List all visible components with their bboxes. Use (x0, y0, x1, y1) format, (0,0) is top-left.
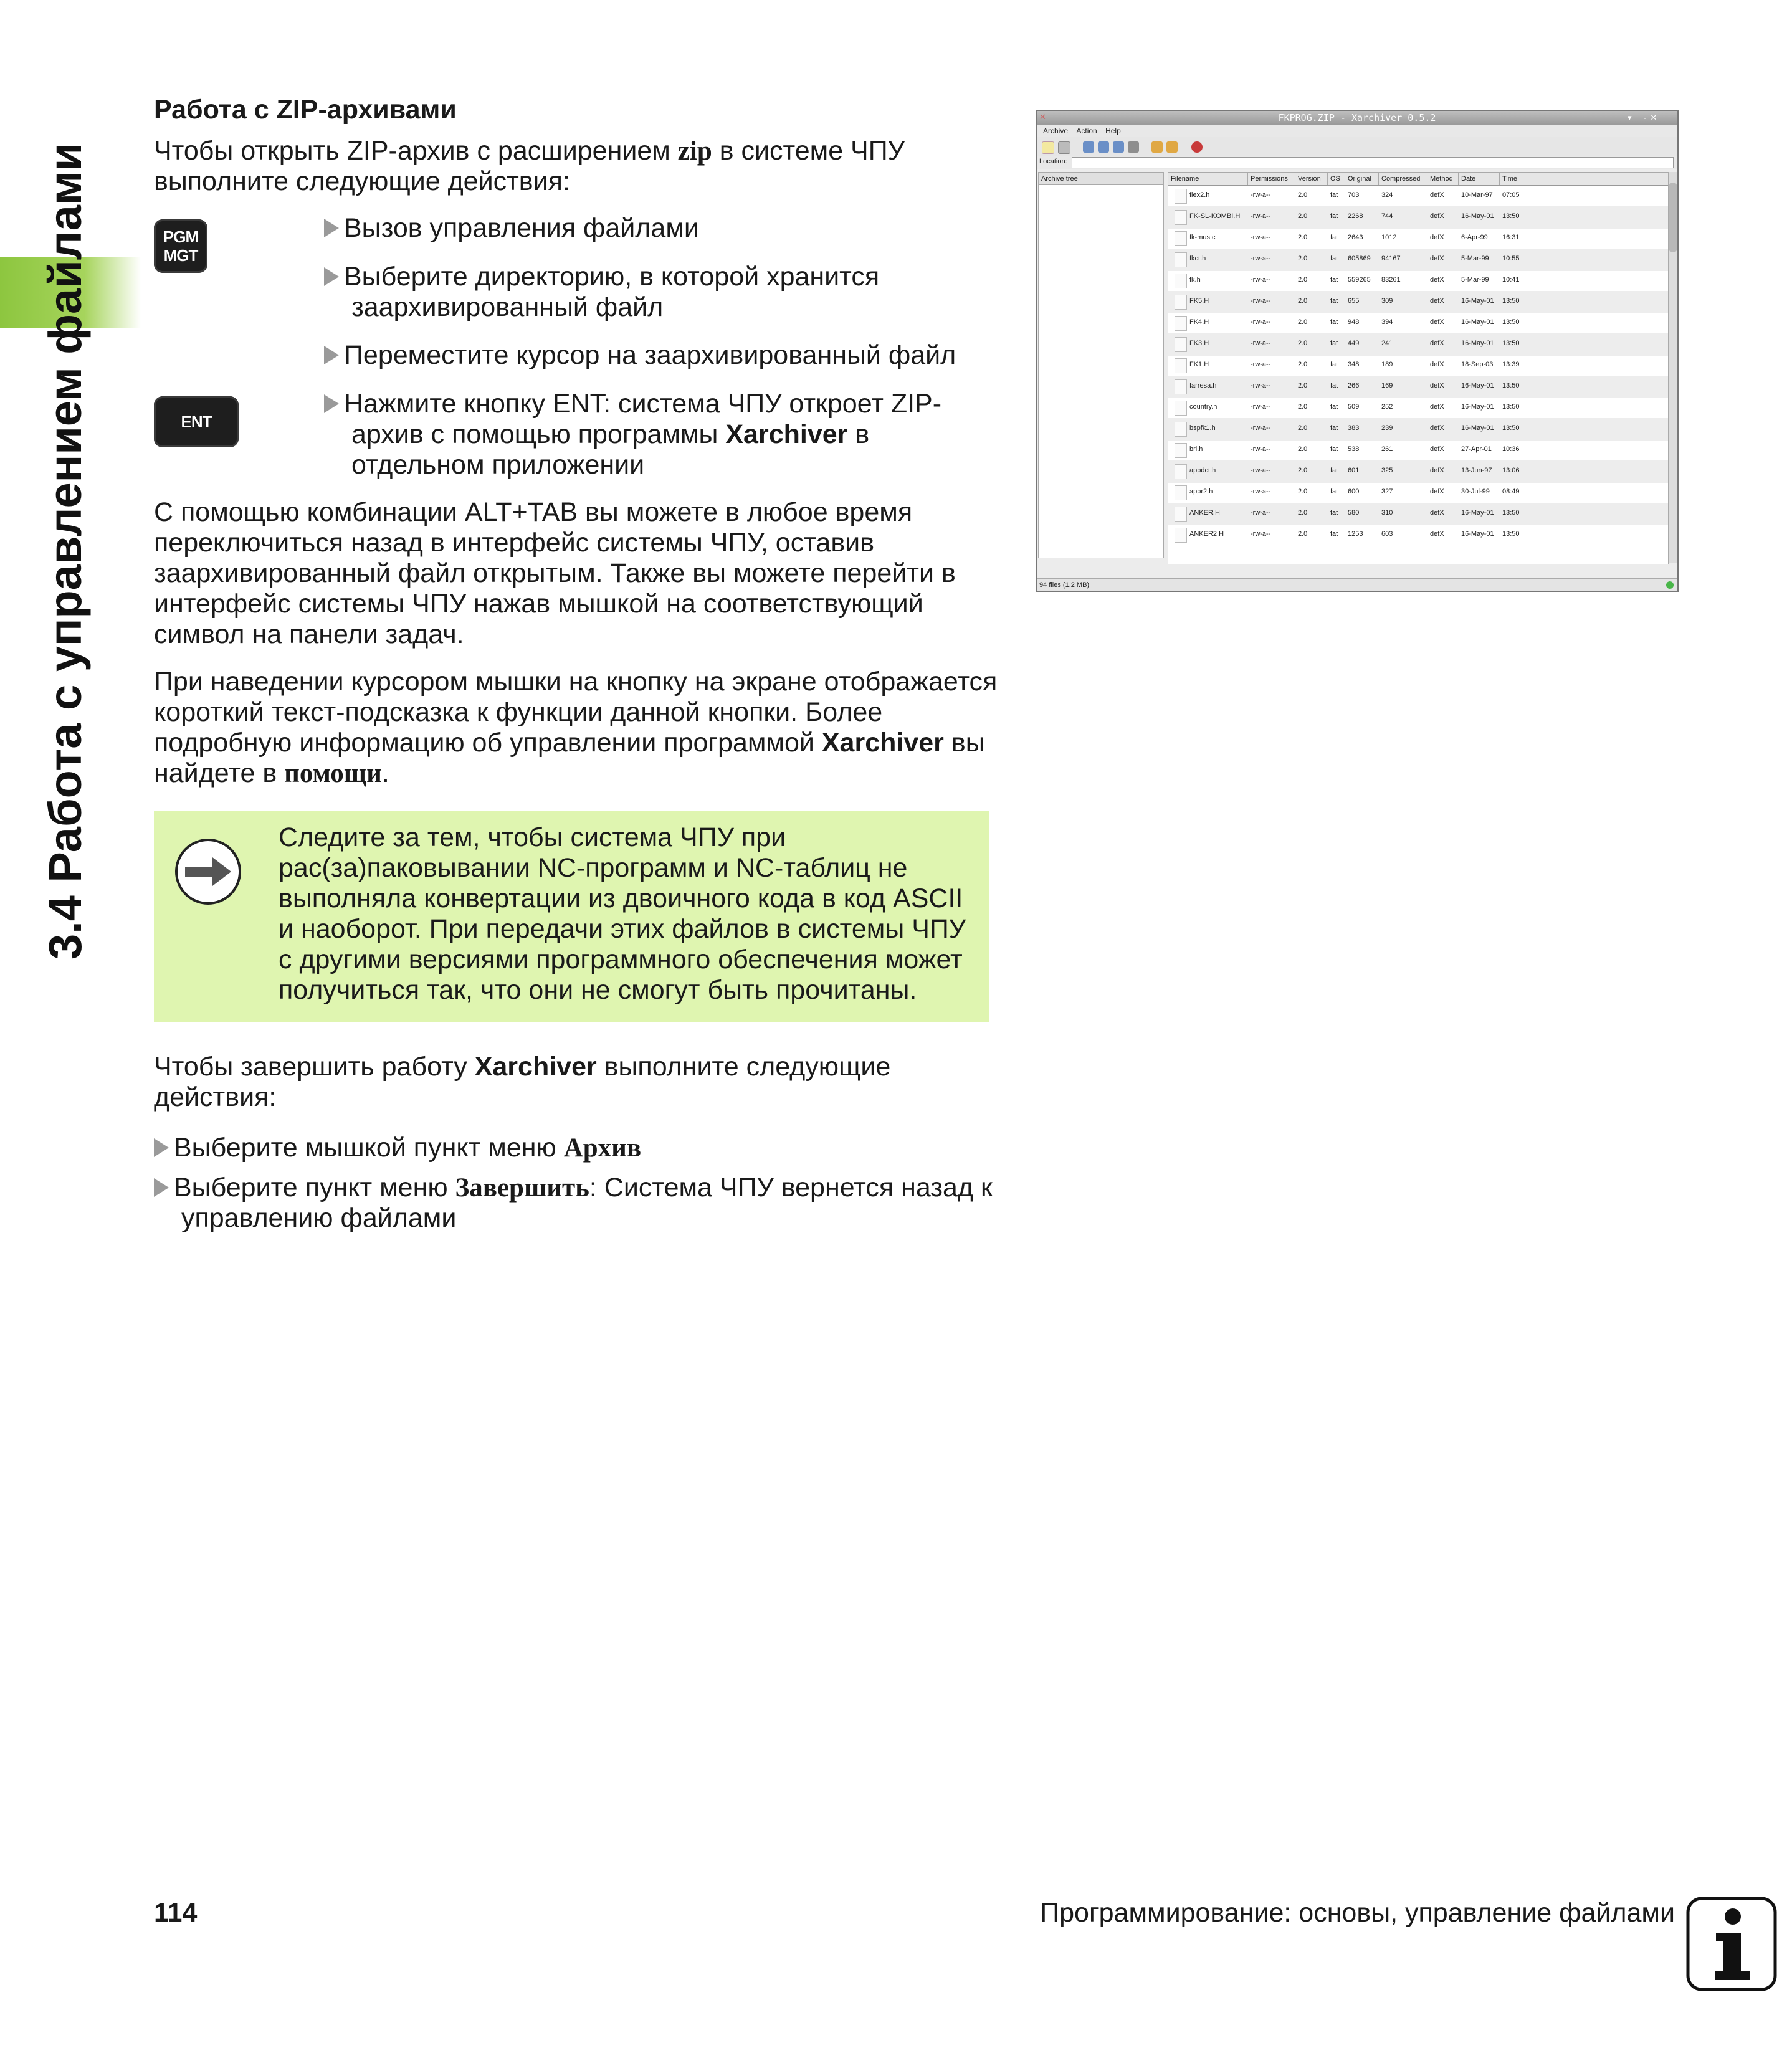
menu-archive-item: Archive (1043, 126, 1069, 135)
table-cell: 1253 (1348, 530, 1363, 538)
table-cell: farresa.h (1189, 382, 1217, 389)
table-cell: fat (1330, 234, 1338, 241)
status-led-icon (1666, 581, 1674, 589)
table-cell: 2.0 (1298, 530, 1308, 538)
step-1-text: Вызов управления файлами (344, 213, 699, 243)
table-cell: 324 (1381, 191, 1393, 199)
step-1 (324, 213, 1009, 244)
finish-xarchiver: Xarchiver (474, 1052, 597, 1082)
table-cell: ANKER2.H (1189, 530, 1224, 538)
file-icon (1175, 422, 1187, 437)
table-cell: 27-Apr-01 (1461, 445, 1492, 453)
table-cell: fat (1330, 318, 1338, 326)
table-cell: fat (1330, 488, 1338, 495)
bullet-arrow-icon (154, 1138, 169, 1157)
table-cell: 16-May-01 (1461, 382, 1494, 389)
file-icon (1175, 295, 1187, 310)
finish-intro (154, 1052, 964, 1113)
table-cell: 948 (1348, 318, 1360, 326)
file-icon (1175, 274, 1187, 288)
col-version: Version (1295, 173, 1328, 185)
ent-key-label: ENT (181, 412, 212, 431)
save-icon (1058, 141, 1070, 154)
table-cell: 309 (1381, 297, 1393, 305)
finish-bullet-2 (154, 1173, 1016, 1234)
table-cell: 2.0 (1298, 361, 1308, 368)
table-cell: 394 (1381, 318, 1393, 326)
table-cell: 559265 (1348, 276, 1371, 283)
location-bar (1037, 156, 1677, 169)
table-cell: 2.0 (1298, 467, 1308, 474)
table-cell: defX (1430, 276, 1444, 283)
table-cell: 16-May-01 (1461, 318, 1494, 326)
table-cell: -rw-a-- (1251, 318, 1271, 326)
table-cell: bri.h (1189, 445, 1203, 453)
table-cell: 13:50 (1502, 382, 1520, 389)
table-cell: 10:55 (1502, 255, 1520, 262)
table-cell: 2.0 (1298, 276, 1308, 283)
table-cell: 2.0 (1298, 382, 1308, 389)
table-cell: fat (1330, 297, 1338, 305)
info-icon (1686, 1897, 1777, 1991)
scrollbar-thumb (1669, 183, 1677, 252)
menu-bar (1037, 125, 1677, 137)
table-row (1168, 249, 1668, 271)
finish-bullet-1 (154, 1133, 989, 1163)
table-cell: defX (1430, 234, 1444, 241)
menu-archive: Архив (563, 1133, 642, 1163)
table-cell: 2268 (1348, 212, 1363, 220)
table-cell: 08:49 (1502, 488, 1520, 495)
table-cell: fat (1330, 403, 1338, 411)
file-icon (1175, 507, 1187, 522)
table-cell: 266 (1348, 382, 1360, 389)
table-row (1168, 227, 1668, 250)
chapter-title: 3.4 Работа с управлением файлами (39, 142, 91, 960)
table-cell: 2.0 (1298, 509, 1308, 517)
table-cell: 13:50 (1502, 530, 1520, 538)
table-row (1168, 376, 1668, 398)
file-icon (1175, 485, 1187, 500)
xarchiver-screenshot (1036, 110, 1679, 592)
table-cell: 605869 (1348, 255, 1371, 262)
table-cell: 83261 (1381, 276, 1401, 283)
table-cell: 261 (1381, 445, 1393, 453)
table-cell: -rw-a-- (1251, 382, 1271, 389)
table-cell: 2.0 (1298, 488, 1308, 495)
table-cell: 13:50 (1502, 340, 1520, 347)
pgm-mgt-key-label: PGM MGT (163, 227, 199, 265)
table-cell: fat (1330, 276, 1338, 283)
table-cell: defX (1430, 467, 1444, 474)
table-cell: 13:39 (1502, 361, 1520, 368)
table-cell: 2.0 (1298, 445, 1308, 453)
finish-bullet-2-pre: Выберите пункт меню (174, 1173, 455, 1203)
new-icon (1042, 141, 1054, 154)
toolbar (1037, 137, 1677, 156)
table-cell: 5-Mar-99 (1461, 276, 1489, 283)
step-arrow-icon (324, 219, 339, 237)
file-icon (1175, 337, 1187, 352)
note-text: Следите за тем, чтобы система ЧПУ при рас(за)паковывании NC-программ и NC-таблиц не выполняла конвертации из двоичного кода в код ASCII и наоборот. При передачи этих файлов в системы ЧПУ с другими версиями программного обеспечения может получиться так, что они не смогут быть прочитаны. (279, 822, 966, 1005)
finish-bullet-1-pre: Выберите мышкой пункт меню (174, 1133, 564, 1163)
table-row (1168, 312, 1668, 335)
table-cell: fat (1330, 382, 1338, 389)
table-cell: 169 (1381, 382, 1393, 389)
table-cell: 13-Jun-97 (1461, 467, 1492, 474)
table-cell: fat (1330, 361, 1338, 368)
table-cell: defX (1430, 488, 1444, 495)
table-cell: defX (1430, 445, 1444, 453)
table-cell: FK5.H (1189, 297, 1209, 305)
intro-text-post: в системе ЧПУ выполните следующие действия: (154, 136, 905, 196)
col-method: Method (1427, 173, 1459, 185)
table-cell: -rw-a-- (1251, 467, 1271, 474)
table-cell: -rw-a-- (1251, 488, 1271, 495)
table-cell: 13:50 (1502, 297, 1520, 305)
table-cell: -rw-a-- (1251, 530, 1271, 538)
table-cell: 16-May-01 (1461, 509, 1494, 517)
table-cell: 16-May-01 (1461, 212, 1494, 220)
step-2-text-2: заархивированный файл (351, 292, 664, 322)
pgm-mgt-key (154, 219, 207, 273)
table-cell: 94167 (1381, 255, 1401, 262)
step-4-text-2-post: в (847, 419, 870, 449)
table-cell: fat (1330, 255, 1338, 262)
table-cell: 07:05 (1502, 191, 1520, 199)
table-cell: 13:06 (1502, 467, 1520, 474)
table-cell: 2.0 (1298, 318, 1308, 326)
table-cell: -rw-a-- (1251, 340, 1271, 347)
table-cell: 189 (1381, 361, 1393, 368)
step-arrow-icon (324, 394, 339, 413)
table-cell: 600 (1348, 488, 1360, 495)
col-original: Original (1345, 173, 1379, 185)
file-icon (1175, 316, 1187, 331)
table-row (1168, 503, 1668, 525)
window-controls-icon: ▾–▫✕ (1628, 113, 1661, 122)
finish-bullet-2-post: : Система ЧПУ вернется назад к управлению файлами (181, 1173, 993, 1233)
table-cell: 16-May-01 (1461, 340, 1494, 347)
table-cell: fat (1330, 509, 1338, 517)
table-cell: 2.0 (1298, 340, 1308, 347)
table-cell: fat (1330, 191, 1338, 199)
table-cell: 2.0 (1298, 424, 1308, 432)
hover-xarchiver: Xarchiver (821, 728, 944, 758)
forward-arrow-icon (1113, 141, 1124, 153)
table-cell: 2.0 (1298, 212, 1308, 220)
table-cell: 13:50 (1502, 318, 1520, 326)
table-cell: 16-May-01 (1461, 403, 1494, 411)
bullet-arrow-icon (154, 1178, 169, 1197)
table-cell: 383 (1348, 424, 1360, 432)
table-cell: FK1.H (1189, 361, 1209, 368)
table-cell: -rw-a-- (1251, 234, 1271, 241)
table-cell: FK-SL-KOMBI.H (1189, 212, 1241, 220)
file-icon (1175, 379, 1187, 394)
home-icon (1128, 141, 1139, 153)
table-cell: 310 (1381, 509, 1393, 517)
table-cell: 2.0 (1298, 234, 1308, 241)
archive-tree-panel (1038, 172, 1164, 558)
table-cell: 13:50 (1502, 212, 1520, 220)
hover-text-1: При наведении курсором мышки на кнопку на экране отображается короткий текст-подсказка к функции данной кнопки. Более подробную информацию об управлении программой (154, 667, 998, 758)
hover-text-end: . (381, 758, 389, 788)
file-icon (1175, 401, 1187, 416)
table-cell: 2.0 (1298, 191, 1308, 199)
table-cell: defX (1430, 509, 1444, 517)
table-cell: -rw-a-- (1251, 212, 1271, 220)
table-cell: 449 (1348, 340, 1360, 347)
ent-key (154, 396, 239, 447)
file-list (1168, 172, 1669, 564)
table-cell: defX (1430, 191, 1444, 199)
table-cell: FK4.H (1189, 318, 1209, 326)
table-row (1168, 355, 1668, 377)
table-cell: 10:36 (1502, 445, 1520, 453)
table-cell: fat (1330, 212, 1338, 220)
finish-intro-pre: Чтобы завершить работу (154, 1052, 475, 1082)
table-cell: 13:50 (1502, 403, 1520, 411)
hover-paragraph (154, 667, 1001, 789)
table-cell: 6-Apr-99 (1461, 234, 1488, 241)
up-arrow-icon (1098, 141, 1109, 153)
status-text: 94 files (1.2 MB) (1039, 581, 1090, 589)
table-cell: 2643 (1348, 234, 1363, 241)
table-cell: -rw-a-- (1251, 255, 1271, 262)
table-cell: 348 (1348, 361, 1360, 368)
table-cell: 16-May-01 (1461, 424, 1494, 432)
table-cell: defX (1430, 424, 1444, 432)
col-date: Date (1459, 173, 1500, 185)
table-cell: 13:50 (1502, 509, 1520, 517)
menu-help-item: Help (1105, 126, 1121, 135)
table-cell: 655 (1348, 297, 1360, 305)
file-list-header (1168, 173, 1668, 186)
archive-tree-header: Archive tree (1039, 173, 1163, 185)
table-cell: fat (1330, 445, 1338, 453)
close-x-icon: ✕ (1039, 112, 1046, 121)
table-cell: bspfk1.h (1189, 424, 1216, 432)
table-cell: fat (1330, 340, 1338, 347)
table-cell: fat (1330, 424, 1338, 432)
table-cell: 13:50 (1502, 424, 1520, 432)
step-4-text-2 (324, 419, 1009, 450)
table-cell: defX (1430, 340, 1444, 347)
menu-action-item: Action (1076, 126, 1097, 135)
table-cell: 509 (1348, 403, 1360, 411)
table-cell: 2.0 (1298, 297, 1308, 305)
add-icon (1166, 141, 1178, 153)
table-cell: flex2.h (1189, 191, 1210, 199)
table-cell: 5-Mar-99 (1461, 255, 1489, 262)
table-cell: 538 (1348, 445, 1360, 453)
step-arrow-icon (324, 267, 339, 286)
table-cell: -rw-a-- (1251, 276, 1271, 283)
table-cell: ANKER.H (1189, 509, 1220, 517)
table-cell: fk-mus.c (1189, 234, 1216, 241)
step-3 (324, 340, 1009, 371)
back-arrow-icon (1083, 141, 1094, 153)
table-cell: appr2.h (1189, 488, 1213, 495)
table-cell: 2.0 (1298, 403, 1308, 411)
finish-intro-post: выполните следующие действия: (154, 1052, 891, 1112)
file-icon (1175, 528, 1187, 543)
table-row (1168, 439, 1668, 462)
col-time: Time (1502, 175, 1518, 183)
table-cell: defX (1430, 382, 1444, 389)
window-title: FKPROG.ZIP - Xarchiver 0.5.2 (1037, 111, 1677, 125)
table-cell: defX (1430, 297, 1444, 305)
step-4-text-2-pre: архив с помощью программы (351, 419, 726, 449)
table-row (1168, 270, 1668, 292)
file-icon (1175, 252, 1187, 267)
table-cell: 16:31 (1502, 234, 1520, 241)
file-icon (1175, 231, 1187, 246)
hover-text-2: вы найдете в (154, 728, 985, 788)
xarchiver-name: Xarchiver (725, 419, 848, 449)
table-cell: 10-Mar-97 (1461, 191, 1493, 199)
col-permissions: Permissions (1248, 173, 1295, 185)
table-cell: 601 (1348, 467, 1360, 474)
table-cell: defX (1430, 255, 1444, 262)
table-cell: 241 (1381, 340, 1393, 347)
table-row (1168, 482, 1668, 504)
table-cell: 2.0 (1298, 255, 1308, 262)
table-cell: -rw-a-- (1251, 191, 1271, 199)
table-cell: fat (1330, 467, 1338, 474)
step-arrow-icon (324, 346, 339, 364)
step-3-text: Переместите курсор на заархивированный файл (344, 340, 956, 370)
file-icon (1175, 464, 1187, 479)
table-cell: 10:41 (1502, 276, 1520, 283)
file-icon (1175, 210, 1187, 225)
status-bar (1037, 578, 1677, 591)
table-cell: fk.h (1189, 276, 1201, 283)
table-cell: 30-Jul-99 (1461, 488, 1490, 495)
table-cell: 703 (1348, 191, 1360, 199)
table-cell: -rw-a-- (1251, 297, 1271, 305)
step-4-text-1: Нажмите кнопку ENT: система ЧПУ откроет ZIP- (344, 389, 942, 419)
table-cell: -rw-a-- (1251, 445, 1271, 453)
alt-tab-paragraph: С помощью комбинации ALT+TAB вы можете в любое время переключиться назад в интерфейс системы ЧПУ, оставив заархивированный файл открытым. Также вы можете перейти в интерфейс системы ЧПУ нажав мышкой на соответствующий символ на панели задач. (154, 497, 956, 649)
intro-text-pre: Чтобы открыть ZIP-архив с расширением (154, 136, 678, 166)
running-title: Программирование: основы, управление файлами (1040, 1898, 1675, 1928)
table-cell: defX (1430, 530, 1444, 538)
table-row (1168, 333, 1668, 356)
table-cell: 580 (1348, 509, 1360, 517)
table-cell: 239 (1381, 424, 1393, 432)
table-cell: defX (1430, 318, 1444, 326)
hover-help-link: помощи (284, 759, 382, 788)
table-cell: FK3.H (1189, 340, 1209, 347)
table-cell: 252 (1381, 403, 1393, 411)
table-cell: 325 (1381, 467, 1393, 474)
extract-icon (1151, 141, 1163, 153)
table-cell: appdct.h (1189, 467, 1216, 474)
table-row (1168, 185, 1668, 207)
arrow-right-icon (174, 837, 242, 906)
step-4-text-3: отдельном приложении (351, 450, 645, 480)
table-row (1168, 397, 1668, 419)
table-cell: defX (1430, 212, 1444, 220)
section-heading: Работа с ZIP-архивами (154, 95, 457, 125)
file-icon (1175, 443, 1187, 458)
table-row (1168, 418, 1668, 441)
file-icon (1175, 189, 1187, 204)
table-row (1168, 291, 1668, 313)
table-row (1168, 524, 1668, 546)
table-cell: 16-May-01 (1461, 297, 1494, 305)
step-4 (324, 389, 1009, 480)
table-cell: fkct.h (1189, 255, 1206, 262)
table-cell: 603 (1381, 530, 1393, 538)
page-number: 114 (154, 1898, 198, 1928)
stop-icon (1191, 141, 1203, 153)
table-cell: -rw-a-- (1251, 509, 1271, 517)
step-2 (324, 262, 1009, 323)
location-label: Location: (1039, 158, 1067, 165)
step-2-text-1: Выберите директорию, в которой хранится (344, 262, 880, 292)
menu-exit: Завершить (455, 1173, 589, 1203)
table-cell: -rw-a-- (1251, 361, 1271, 368)
table-cell: 1012 (1381, 234, 1397, 241)
table-cell: 744 (1381, 212, 1393, 220)
col-compressed: Compressed (1379, 173, 1427, 185)
file-icon (1175, 358, 1187, 373)
intro-extension: zip (677, 136, 712, 166)
col-filename: Filename (1168, 173, 1248, 185)
table-cell: 18-Sep-03 (1461, 361, 1494, 368)
col-os: OS (1328, 173, 1345, 185)
location-input (1072, 157, 1674, 168)
table-cell: defX (1430, 403, 1444, 411)
table-row (1168, 460, 1668, 483)
intro-paragraph (154, 136, 964, 197)
table-cell: 16-May-01 (1461, 530, 1494, 538)
table-cell: defX (1430, 361, 1444, 368)
table-cell: 327 (1381, 488, 1393, 495)
table-cell: country.h (1189, 403, 1218, 411)
table-cell: -rw-a-- (1251, 403, 1271, 411)
table-cell: -rw-a-- (1251, 424, 1271, 432)
table-row (1168, 206, 1668, 229)
table-cell: fat (1330, 530, 1338, 538)
